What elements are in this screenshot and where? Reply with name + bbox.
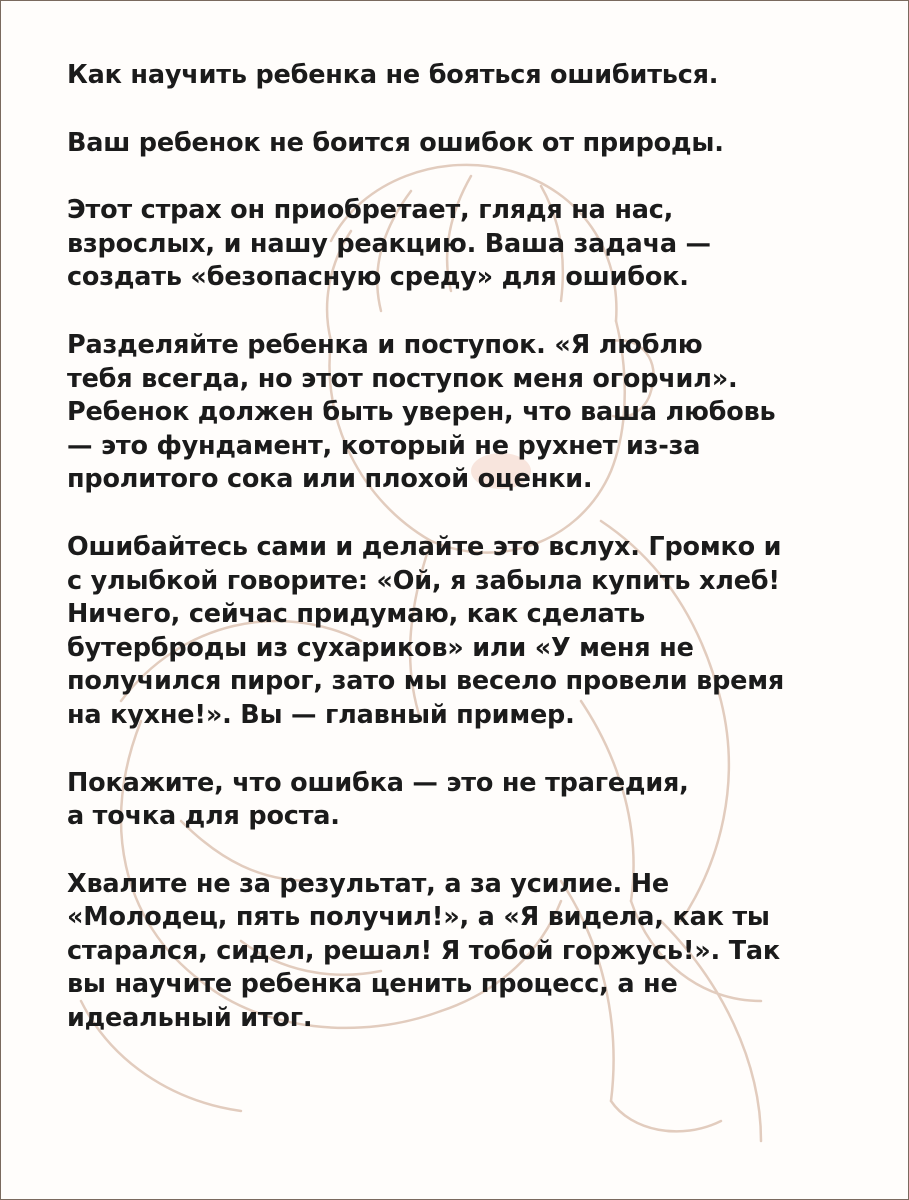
paragraph-fear (67, 194, 867, 295)
text-line: вы научите ребенка ценить процесс, а не (67, 969, 678, 1000)
text-line: пролитого сока или плохой оценки. (67, 464, 593, 495)
article-text (67, 59, 867, 1070)
paragraph-intro (67, 127, 867, 161)
text-line: идеальный итог. (67, 1003, 313, 1034)
text-line: Разделяйте ребенка и поступок. «Я люблю (67, 329, 703, 360)
paragraph-praise (67, 868, 867, 1036)
text-line: на кухне!». Вы — главный пример. (67, 699, 575, 730)
text-line: создать «безопасную среду» для ошибок. (67, 262, 689, 293)
text-line: с улыбкой говорите: «Ой, я забыла купить хлеб! (67, 565, 780, 596)
text-line: Как научить ребенка не бояться ошибиться. (67, 60, 719, 90)
text-line: Ваш ребенок не боится ошибок от природы. (67, 127, 724, 158)
text-line: тебя всегда, но этот поступок меня огорчил». (67, 363, 738, 394)
text-line: бутерброды из сухариков» или «У меня не (67, 632, 694, 663)
paragraph-separate (67, 329, 867, 497)
text-line: взрослых, и нашу реакцию. Ваша задача — (67, 228, 711, 259)
paragraph-growth (67, 767, 867, 834)
text-line: а точка для роста. (67, 801, 340, 832)
paragraph-title (67, 59, 867, 93)
text-line: получился пирог, зато мы весело провели время (67, 666, 785, 697)
text-line: старался, сидел, решал! Я тобой горжусь!». Так (67, 935, 781, 966)
text-line: Этот страх он приобретает, глядя на нас, (67, 195, 674, 226)
text-line: Хвалите не за результат, а за усилие. Не (67, 868, 669, 899)
text-line: «Молодец, пять получил!», а «Я видела, как ты (67, 902, 770, 933)
text-line: Ничего, сейчас придумаю, как сделать (67, 599, 646, 630)
text-line: Ребенок должен быть уверен, что ваша любовь (67, 397, 776, 428)
paragraph-mistakes (67, 531, 867, 733)
text-line: Покажите, что ошибка — это не трагедия, (67, 767, 689, 798)
text-line: Ошибайтесь сами и делайте это вслух. Громко и (67, 531, 782, 562)
text-line: — это фундамент, который не рухнет из-за (67, 430, 701, 461)
